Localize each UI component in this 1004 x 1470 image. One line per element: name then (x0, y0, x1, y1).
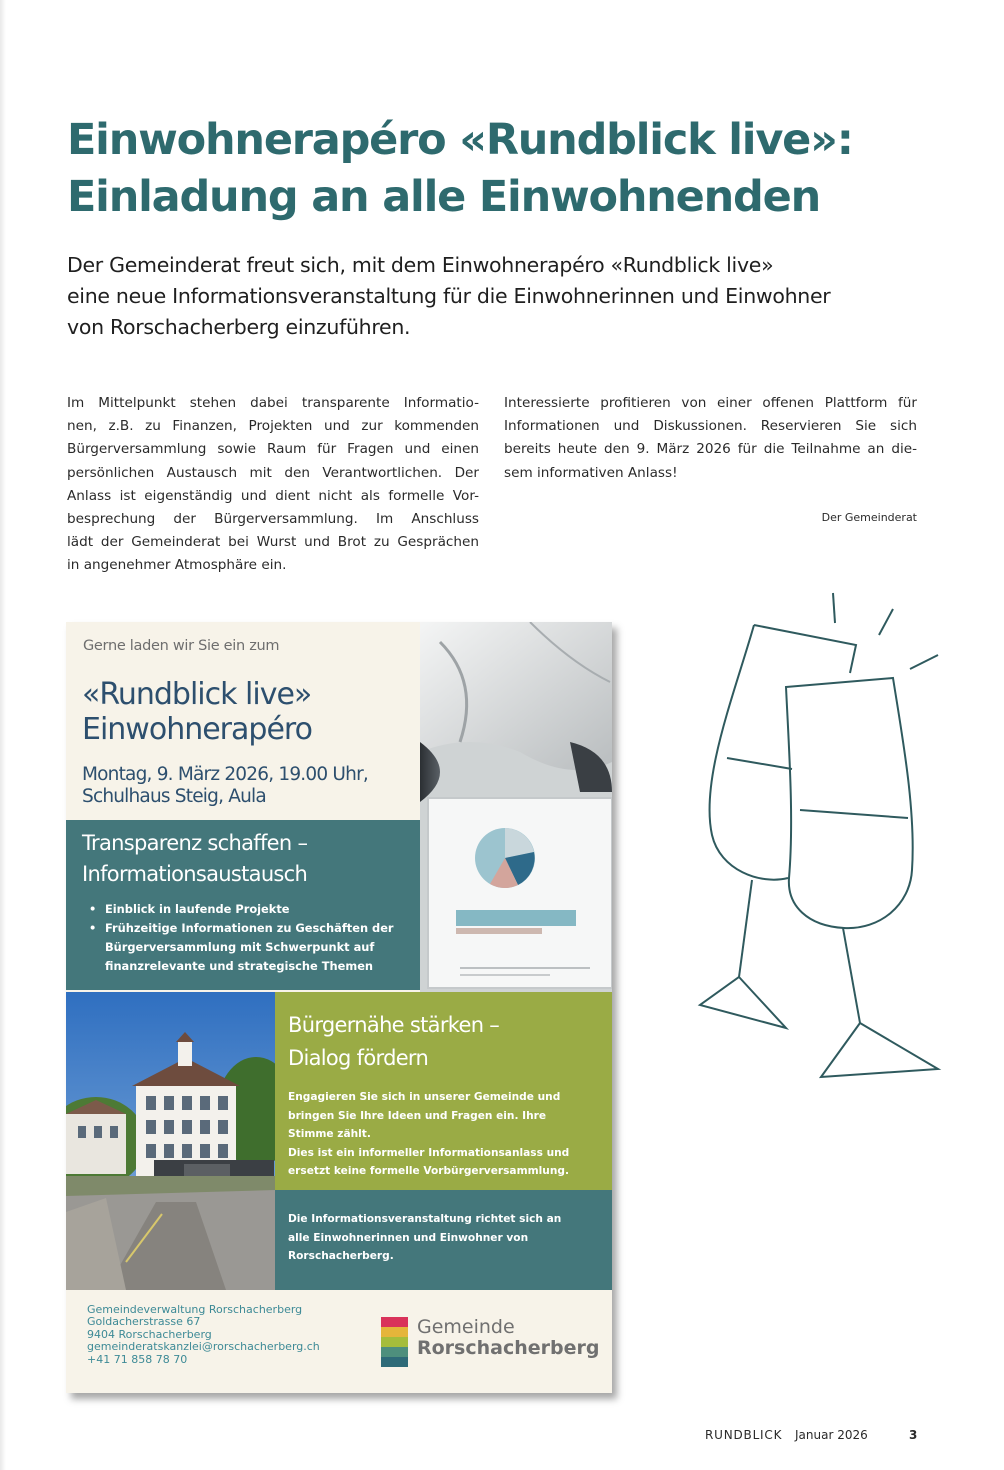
lead-line: eine neue Informationsveranstaltung für die Einwohnerinnen und Einwohner (67, 284, 831, 308)
bullet-list (89, 900, 394, 976)
logo-bar (381, 1317, 408, 1327)
body-column-left (67, 392, 479, 578)
body-line: lädt der Gemeinderat bei Wurst und Brot zu Gesprächen (67, 534, 479, 551)
section-text (288, 1088, 569, 1181)
text-line: alle Einwohnerinnen und Einwohner von (288, 1231, 529, 1244)
body-line: besprechung der Bürgerversammlung. Im Anschluss (67, 511, 479, 528)
text-line: Die Informationsveranstaltung richtet sich an (288, 1213, 562, 1225)
body-line: bereits heute den 9. März 2026 für die Teilnahme an die- (504, 441, 917, 458)
section-heading (288, 1009, 499, 1075)
flyer-date-line: Montag, 9. März 2026, 19.00 Uhr, (82, 764, 368, 785)
body-column-right (504, 392, 917, 485)
body-line: nen, z.B. zu Finanzen, Projekten und zur kommenden (67, 418, 479, 435)
body-line: sem informativen Anlass! (504, 464, 678, 481)
text-line: Dies ist ein informeller Informationsanlass und (288, 1146, 570, 1159)
page-edge (0, 0, 6, 1470)
flyer-title-line: Einwohnerapéro (82, 712, 312, 747)
text-line: bringen Sie Ihre Ideen und Fragen ein. Ihre (288, 1109, 547, 1122)
body-line: Informationen und Diskussionen. Reservieren Sie sich (504, 418, 917, 435)
heading-line: Transparenz schaffen – (82, 831, 308, 855)
flyer-title-line: «Rundblick live» (82, 677, 312, 712)
logo-bar (381, 1327, 408, 1337)
flyer-section-audience (275, 1190, 612, 1290)
logo-line-2: Rorschacherberg (417, 1337, 600, 1359)
flyer-date-line: Schulhaus Steig, Aula (82, 786, 266, 807)
flyer-section-dialog (275, 992, 612, 1190)
lead-line: Der Gemeinderat freut sich, mit dem Einwohnerapéro «Rundblick live» (67, 253, 774, 277)
logo-bar (381, 1347, 408, 1357)
logo-line-1: Gemeinde (417, 1316, 515, 1338)
contact-address (87, 1304, 320, 1366)
bullet-item (89, 900, 394, 919)
body-line: persönlichen Austausch mit den Verantwortlichen. Der (67, 464, 479, 481)
logo-bar (381, 1337, 408, 1347)
text-line: Stimme zählt. (288, 1128, 371, 1140)
footer-issue: Januar 2026 (795, 1428, 868, 1442)
footer-brand: RUNDBLICK (705, 1428, 783, 1442)
logo-wordmark (417, 1317, 599, 1359)
lead-line: von Rorschacherberg einzuführen. (67, 315, 411, 339)
flyer-invite: Gerne laden wir Sie ein zum (83, 638, 280, 654)
bullet-line: Bürgerversammlung mit Schwerpunkt auf (105, 940, 375, 954)
bullet-line: • Frühzeitige Informationen zu Geschäften der (105, 921, 394, 935)
text-line: Engagieren Sie sich in unserer Gemeinde und (288, 1091, 561, 1103)
logo-color-bars (381, 1317, 408, 1367)
photo-documents (420, 622, 612, 992)
address-line: Gemeindeverwaltung Rorschacherberg (87, 1303, 303, 1316)
flyer-section-transparency (66, 820, 420, 990)
bullet-line: • Einblick in laufende Projekte (105, 902, 290, 916)
photo-schoolhouse (66, 992, 275, 1290)
text-line: ersetzt keine formelle Vorbürgerversammlung. (288, 1165, 569, 1177)
champagne-glasses-icon (690, 585, 950, 1085)
title-line-2: Einladung an alle Einwohnenden (67, 172, 821, 222)
email-link[interactable]: gemeinderatskanzlei@rorschacherberg.ch (87, 1340, 320, 1354)
title-line-1: Einwohnerapéro «Rundblick live»: (67, 115, 853, 165)
body-line: Interessierte profitieren von einer offenen Plattform für (504, 395, 917, 411)
flyer-date (82, 764, 368, 808)
address-line: Goldacherstrasse 67 (87, 1315, 201, 1329)
logo-bar (381, 1357, 408, 1367)
page-number: 3 (909, 1428, 918, 1442)
address-line: 9404 Rorschacherberg (87, 1327, 212, 1341)
bullet-line: finanzrelevante und strategische Themen (105, 959, 374, 973)
phone-number: +41 71 858 78 70 (87, 1352, 188, 1366)
flyer-title (82, 677, 312, 747)
bullet-item (89, 919, 394, 976)
body-line: Bürgerversammlung sowie Raum für Fragen und einen (67, 441, 479, 458)
heading-line: Bürgernähe stärken – (288, 1013, 500, 1037)
body-line: Im Mittelpunkt stehen dabei transparente Informatio- (67, 395, 479, 411)
signature: Der Gemeinderat (821, 511, 917, 524)
section-heading (82, 828, 307, 890)
heading-line: Informationsaustausch (82, 862, 308, 886)
body-line: in angenehmer Atmosphäre ein. (67, 557, 287, 574)
section-text (288, 1210, 561, 1266)
body-line: Anlass ist eigenständig und dient nicht als formelle Vor- (67, 487, 479, 504)
article-title (67, 112, 947, 226)
event-flyer (66, 622, 612, 1393)
heading-line: Dialog fördern (288, 1046, 429, 1070)
lead-paragraph (67, 250, 947, 343)
text-line: Rorschacherberg. (288, 1250, 394, 1262)
